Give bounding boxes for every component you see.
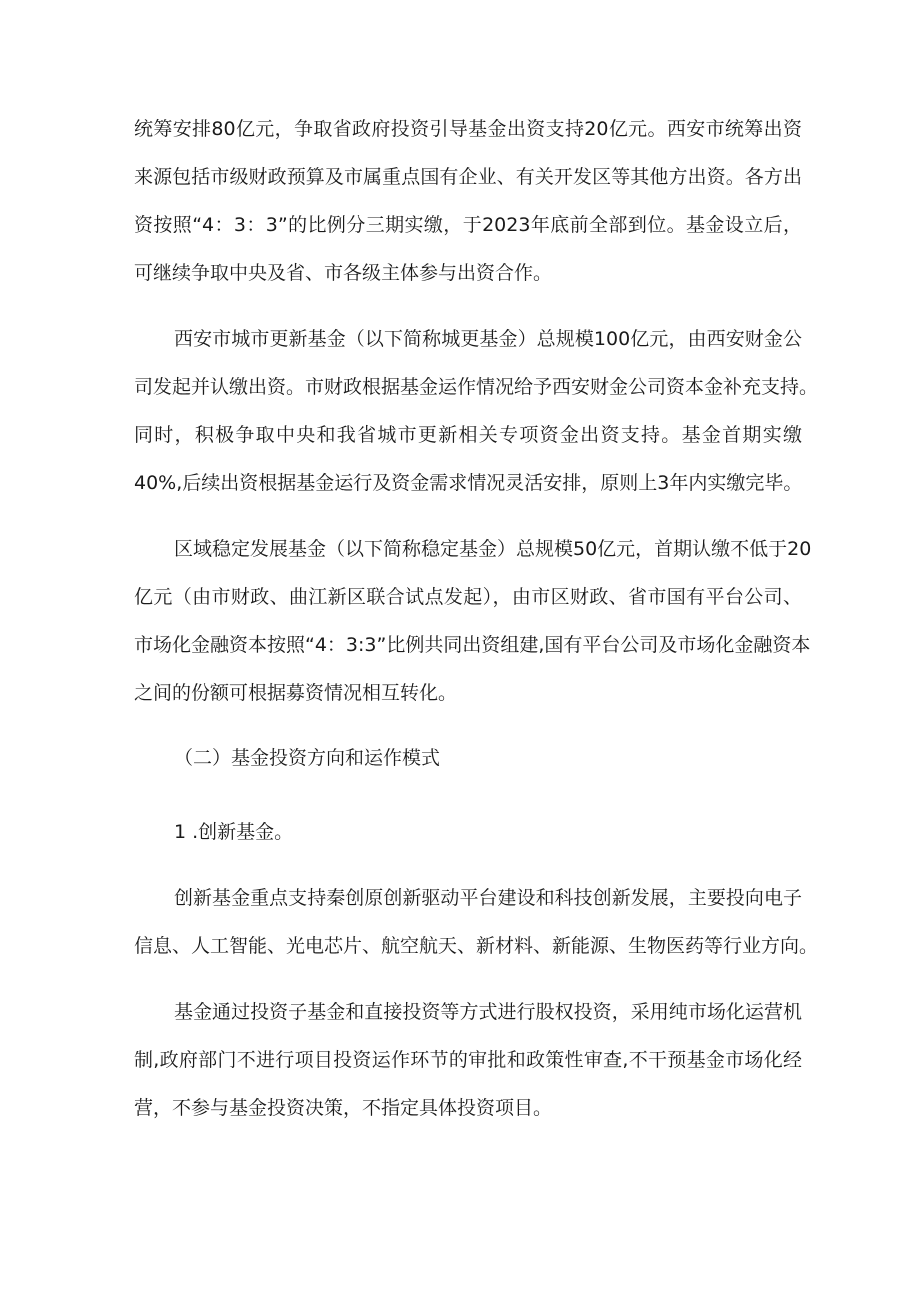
text-line: 同时，积极争取中央和我省城市更新相关专项资金出资支持。基金首期实缴 (134, 424, 802, 446)
text-line: 资按照“4：3：3”的比例分三期实缴，于2023年底前全部到位。基金设立后， (134, 214, 802, 236)
paragraph-regional-stability-fund (134, 525, 812, 717)
text-line: 区域稳定发展基金（以下简称稳定基金）总规模50亿元，首期认缴不低于20 (174, 538, 812, 560)
paragraph-fund-contribution (134, 105, 802, 297)
text-line: 创新基金重点支持秦创原创新驱动平台建设和科技创新发展，主要投向电子 (174, 887, 802, 909)
text-line: 可继续争取中央及省、市各级主体参与出资合作。 (134, 262, 553, 284)
paragraph-urban-renewal-fund (134, 315, 819, 507)
text-line: 基金通过投资子基金和直接投资等方式进行股权投资，采用纯市场化运营机 (174, 1001, 802, 1023)
text-line: 之间的份额可根据募资情况相互转化。 (134, 682, 458, 704)
text-line: 司发起并认缴出资。市财政根据基金运作情况给予西安财金公司资本金补充支持。 (134, 376, 819, 398)
paragraph-fund-operation (134, 988, 802, 1132)
text-line: 市场化金融资本按照“4：3:3”比例共同出资组建,国有平台公司及市场化金融资本 (134, 634, 811, 656)
text-line: 西安市城市更新基金（以下简称城更基金）总规模100亿元，由西安财金公 (174, 328, 802, 350)
text-line: 亿元（由市财政、曲江新区联合试点发起），由市区财政、省市国有平台公司、 (134, 586, 802, 608)
text-line: 信息、人工智能、光电芯片、航空航天、新材料、新能源、生物医药等行业方向。 (134, 935, 819, 957)
text-line: 营，不参与基金投资决策，不指定具体投资项目。 (134, 1097, 553, 1119)
sub-heading: 1 .创新基金。 (174, 821, 294, 843)
text-line: 统筹安排80亿元，争取省政府投资引导基金出资支持20亿元。西安市统筹出资 (134, 118, 802, 140)
section-heading: （二）基金投资方向和运作模式 (174, 747, 441, 769)
text-line: 来源包括市级财政预算及市属重点国有企业、有关开发区等其他方出资。各方出 (134, 166, 802, 188)
paragraph-innovation-fund-focus (134, 874, 819, 970)
text-line: 40%,后续出资根据基金运行及资金需求情况灵活安排，原则上3年内实缴完毕。 (134, 472, 803, 494)
text-line: 制,政府部门不进行项目投资运作环节的审批和政策性审查,不干预基金市场化经 (134, 1049, 802, 1071)
